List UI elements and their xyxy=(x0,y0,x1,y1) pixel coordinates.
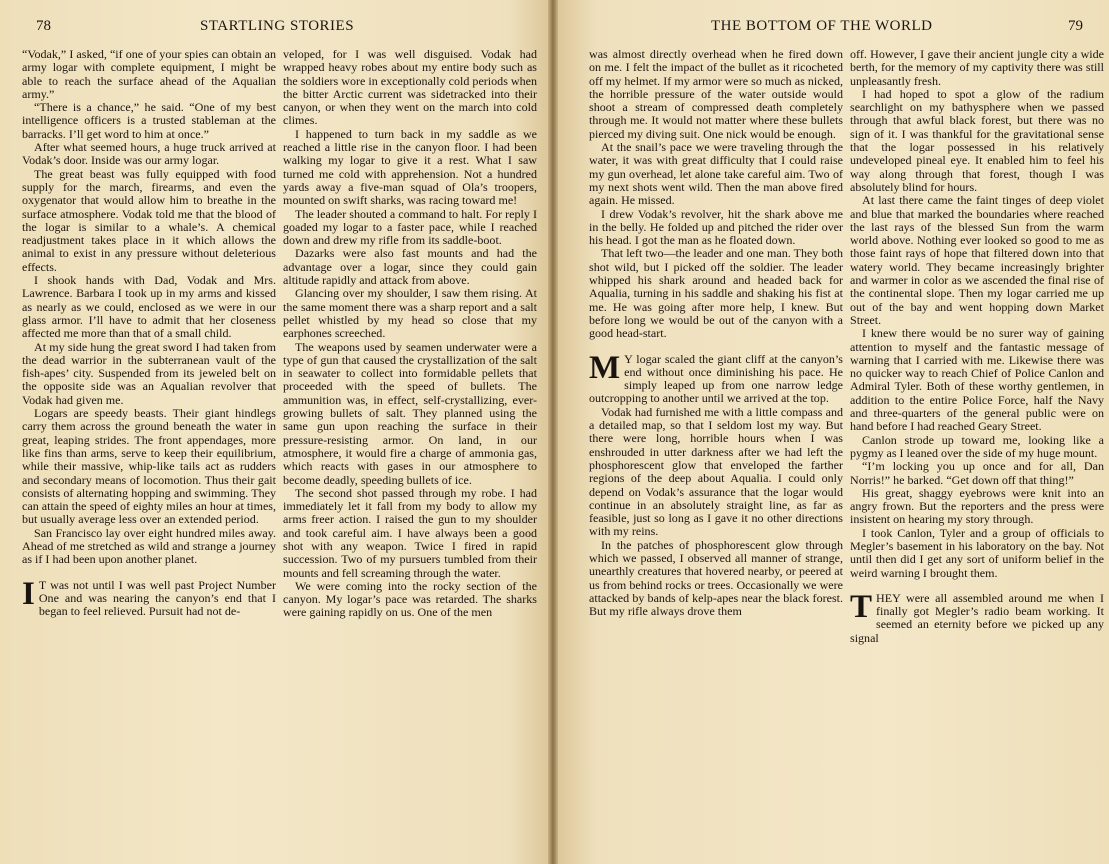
paragraph: That left two—the leader and one man. They both shot wild, but I picked off the soldier. The leader whipped his shark around and headed back for Aqualia, turning in his saddle and shaking his fist at me. He was going after more help, I knew. But before long we would be out of the canyon with a good head-start. xyxy=(589,246,843,341)
paragraph: We were coming into the rocky section of the canyon. My logar’s pace was retarded. The sharks were gaining rapidly on us. One of the men xyxy=(283,578,537,620)
left-column-1 xyxy=(22,48,276,618)
paragraph: I had hoped to spot a glow of the radium searchlight on my bathysphere when we passed through that awful black forest, but there was no sign of it. I was thankful for the gravitational sense that the logar possessed in his relatively undeveloped pineal eye. It enabled him to feel his way along through that forest, though I was absolutely blind for hours. xyxy=(850,86,1104,194)
page-number: 78 xyxy=(36,18,51,34)
right-column-1 xyxy=(589,48,843,618)
paragraph: In the patches of phosphorescent glow through which we passed, I observed all manner of strange, unearthly creatures that hovered nearby, or peered at us from behind rocks or trees. Occasionally we were attacked by bands of kelp-apes near the black forest. But my rifle always drove them xyxy=(589,537,843,619)
drop-cap-text: T was not until I was well past Project Number One and was nearing the canyon’s end that I began to feel relieved. Pursuit had not de- xyxy=(38,577,276,619)
page-number: 79 xyxy=(1068,18,1083,34)
paragraph: Vodak had furnished me with a little compass and a detailed map, so that I seldom lost my way. But there were long, horrible hours when I was enshrouded in utter darkness after we had left the phosphorescent glow that enveloped the farther regions of the deep about Aqualia. I could only depend on Vodak’s assurance that the logar would continue in an absolutely straight line, as far as feasible, just so long as I gave it no other directions with my reins. xyxy=(589,404,843,539)
paragraph: At my side hung the great sword I had taken from the dead warrior in the subterranean vault of the fish-apes’ city. Suspended from its jeweled belt on the opposite side was an Aqualian revolver that Vodak had given me. xyxy=(22,339,276,407)
paragraph: The weapons used by seamen underwater were a type of gun that caused the crystallization of the salt in seawater to collect into formidable pellets that proceeded with the speed of bullets. The ammunition was, in effect, self-crystallizing, ever-growing bullets of salt. They planned using the same gun upon reaching the surface in their pressure-resisting armor. On land, in our atmosphere, it would fire a charge of ammonia gas, which reacts with gases in our atmosphere to become deadly, speeding bullets of ice. xyxy=(283,339,537,487)
paragraph: The leader shouted a command to halt. For reply I goaded my logar to a faster pace, while I reached down and drew my rifle from its saddle-boot. xyxy=(283,206,537,248)
drop-cap: I xyxy=(22,575,35,612)
drop-cap: T xyxy=(850,588,873,625)
paragraph: At last there came the faint tinges of deep violet and blue that marked the boundaries where reached the last rays of the blessed Sun from the warm world above. Nothing ever looked so good to me as those faint rays of hope that filtered down into that watery world. They became increasingly brighter and warmer in color as we ascended the final rise of the continental slope. Then my logar carried me up out of the bay and went hopping down Market Street. xyxy=(850,193,1104,327)
left-column-2 xyxy=(283,48,537,620)
drop-cap-text: HEY were all assembled around me when I finally got Megler’s radio beam working. It seemed an eternity before we picked up any signal xyxy=(850,590,1104,645)
paragraph: After what seemed hours, a huge truck arrived at Vodak’s door. Inside was our army logar. xyxy=(22,140,276,168)
right-page xyxy=(553,0,1109,864)
paragraph: Logars are speedy beasts. Their giant hindlegs carry them across the ground beneath the water in great, leaping strides. The front appendages, more like fins than arms, serve to keep their equilibrium, while their massive, whip-like tails act as rudders and secondary means of locomotion. Thus their gait consists of alternating hopping and swimming. They can attain the speed of eighty miles an hour at times, but usually average less over an extended period. xyxy=(22,406,276,527)
drop-cap-paragraph xyxy=(22,575,276,619)
paragraph: I happened to turn back in my saddle as we reached a little rise in the canyon floor. I had been walking my logar to give it a rest. What I saw turned me cold with apprehension. Not a hundred yards away a five-man squad of Ola’s troopers, mounted on swift sharks, was racing toward me! xyxy=(283,126,537,208)
right-column-2 xyxy=(850,48,1104,645)
drop-cap-text: Y logar scaled the giant cliff at the canyon’s end without once diminishing his pace. He simply leaped up from one narrow ledge outcropping to another until we arrived at the top. xyxy=(589,351,843,406)
paragraph: veloped, for I was well disguised. Vodak had wrapped heavy robes about my entire body such as the soldiers wore in exceptionally cold periods when the bitter Arctic current was sidetracked into their canyon, or when they went on the march into cold climes. xyxy=(283,47,537,128)
book-gutter xyxy=(548,0,558,864)
paragraph: I shook hands with Dad, Vodak and Mrs. Lawrence. Barbara I took up in my arms and kissed as nearly as we could, enclosed as we were in our glass armor. I’ll have to admit that her closeness affected me more than that of a small child. xyxy=(22,273,276,341)
paragraph: I took Canlon, Tyler and a group of officials to Megler’s basement in his laboratory on the bay. Not until then did I get any sort of uniform belief in the weird warning I brought them. xyxy=(850,525,1104,580)
paragraph: was almost directly overhead when he fired down on me. I felt the impact of the bullet as it ricocheted off my helmet. If my armor were so much as nicked, the horrible pressure of the water outside would shoot a stream of compressed death completely through me. It would not matter where these bullets pierced my diving suit. One nick would be enough. xyxy=(589,47,843,141)
paragraph: I drew Vodak’s revolver, hit the shark above me in the belly. He folded up and pitched the rider over his head. I got the man as he floated down. xyxy=(589,206,843,248)
paragraph: Dazarks were also fast mounts and had the advantage over a logar, since they could gain altitude rapidly and attack from above. xyxy=(283,246,537,288)
paragraph: “I’m locking you up once and for all, Dan Norris!” he barked. “Get down off that thing!” xyxy=(850,459,1104,487)
paragraph: His great, shaggy eyebrows were knit into an angry frown. But the reporters and the press were insistent on hearing my story through. xyxy=(850,485,1104,527)
paragraph: off. However, I gave their ancient jungle city a wide berth, for the memory of my captivity there was still unpleasantly fresh. xyxy=(850,47,1104,88)
drop-cap: M xyxy=(589,349,621,386)
paragraph: San Francisco lay over eight hundred miles away. Ahead of me stretched as wild and strange a journey as if I had been upon another planet. xyxy=(22,525,276,567)
drop-cap-paragraph xyxy=(850,588,1104,645)
paragraph: Canlon strode up toward me, looking like a pygmy as I leaned over the side of my huge mount. xyxy=(850,432,1104,460)
drop-cap-paragraph xyxy=(589,349,843,406)
paragraph: “Vodak,” I asked, “if one of your spies can obtain an army logar with complete equipment, I might be able to reach the surface ahead of the Aqualian army.” xyxy=(22,47,276,101)
paragraph: The great beast was fully equipped with food supply for the march, firearms, and even the oxygenator that would allow him to breathe in the surface atmosphere. Vodak told me that the blood of the logar is similar to a whale’s. A chemical readjustment takes place in it which allows the animal to exist in any pressure without deleterious effects. xyxy=(22,166,276,274)
running-head: STARTLING STORIES xyxy=(200,18,355,34)
left-page xyxy=(0,0,553,864)
running-head: THE BOTTOM OF THE WORLD xyxy=(711,18,933,34)
paragraph: “There is a chance,” he said. “One of my best intelligence officers is a trusted stableman at the barracks. I’ll get word to him at once.” xyxy=(22,100,276,141)
paragraph: At the snail’s pace we were traveling through the water, it was with great difficulty that I could raise my gun overhead, let alone take careful aim. Two of my next shots went wild. Then the man above fired again. He missed. xyxy=(589,140,843,208)
paragraph: I knew there would be no surer way of gaining attention to myself and the fantastic message of warning that I carried with me. Likewise there was no quicker way to reach Chief of Police Canlon and Admiral Tyler. Both of these worthy gentlemen, in addition to the entire Police Force, half the Navy and three-quarters of the general public were on hand before I had reached Geary Street. xyxy=(850,326,1104,434)
paragraph: Glancing over my shoulder, I saw them rising. At the same moment there was a sharp report and a salt pellet whistled by my head so close that my earphones screeched. xyxy=(283,286,537,341)
paragraph: The second shot passed through my robe. I had immediately let it fall from my body to allow my arms freer action. I raised the gun to my shoulder and took careful aim. I have always been a good shot with any weapon. Twice I fired in rapid succession. Two of my pursuers tumbled from their mounts and fell screaming through the water. xyxy=(283,485,537,580)
